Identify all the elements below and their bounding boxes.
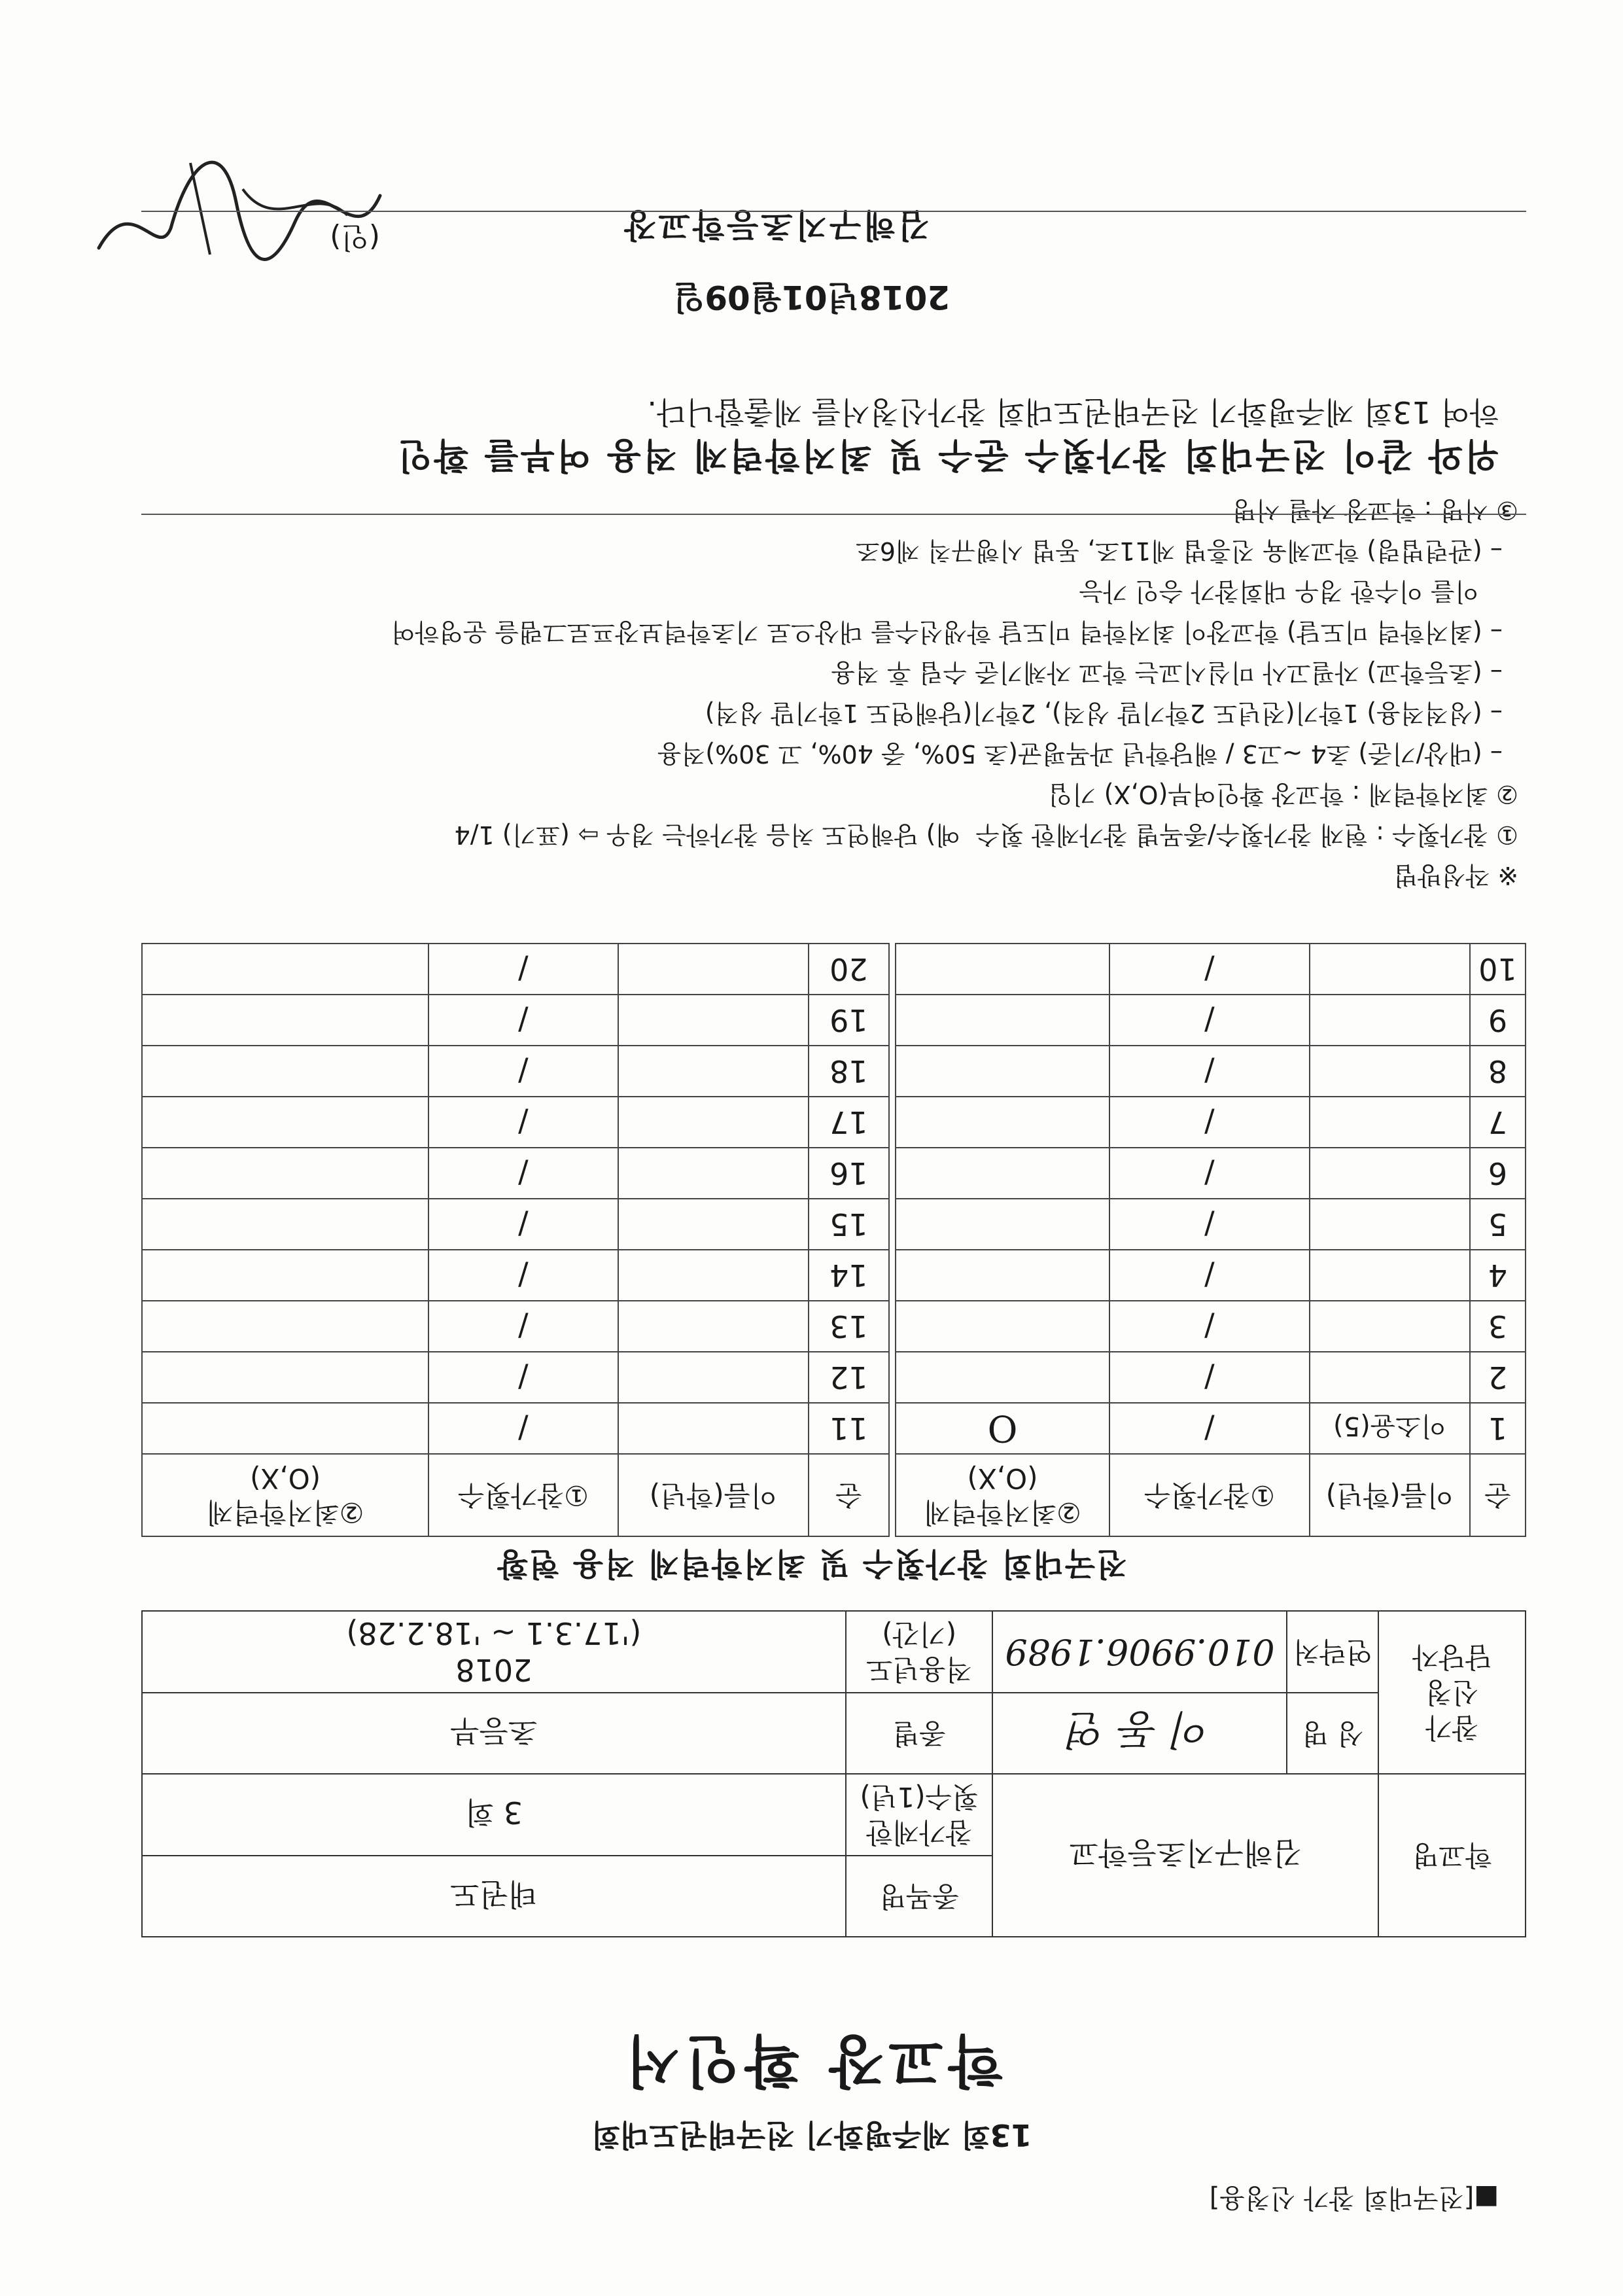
cell-mark <box>896 1301 1109 1352</box>
cell-mark <box>896 1250 1109 1301</box>
cell-mark <box>142 1301 428 1352</box>
event-value: 태권도 <box>142 1856 846 1937</box>
cell-name <box>1310 1199 1471 1250</box>
column-gap <box>889 944 896 995</box>
cell-mark <box>142 995 428 1046</box>
cell-name <box>1310 995 1471 1046</box>
instruction-line: ※ 작성방법 <box>1393 861 1518 890</box>
signature-scribble <box>66 143 406 294</box>
cell-no: 16 <box>809 1148 889 1199</box>
column-gap <box>889 1250 896 1301</box>
cell-no: 11 <box>809 1403 889 1454</box>
cell-name <box>1310 1352 1471 1403</box>
cell-no: 10 <box>1470 944 1526 995</box>
cell-count: / <box>428 995 618 1046</box>
cell-name <box>618 1403 809 1454</box>
column-gap <box>889 1199 896 1250</box>
school-info-table <box>141 1610 1526 1937</box>
school-name-label: 학교명 <box>1378 1774 1526 1937</box>
issue-date: 2018년01월09일 <box>672 278 951 316</box>
cell-no: 8 <box>1470 1046 1526 1097</box>
cell-no: 7 <box>1470 1097 1526 1148</box>
cell-mark <box>896 944 1109 995</box>
cell-no: 20 <box>809 944 889 995</box>
cell-count: / <box>1109 944 1309 995</box>
confirmation-line-2: 하여 13회 제주평화기 전국태권도대회 참가신청서를 제출합니다. <box>647 395 1499 430</box>
instruction-line: – (최저학력 미도달) 학교장이 최저학력 미도달 학생선수를 대상으로 기초학력보장프로그램을 운영하여 <box>391 618 1518 646</box>
divider-line <box>141 514 1526 515</box>
cell-mark <box>142 944 428 995</box>
cell-count: / <box>428 1352 618 1403</box>
contact-label: 참가 신청 담당자 <box>1378 1611 1526 1774</box>
column-header: 순 <box>809 1454 889 1536</box>
column-header: ②최저학력제 (O,X) <box>896 1454 1109 1536</box>
column-gap <box>889 1046 896 1097</box>
cell-mark: O <box>896 1403 1109 1454</box>
column-header: 이름(학년) <box>618 1454 809 1536</box>
cell-name <box>618 1301 809 1352</box>
column-gap <box>889 1097 896 1148</box>
table-row <box>142 1403 1526 1454</box>
instruction-line: ③ 서명 : 학교장 자필 서명 <box>1232 496 1518 525</box>
column-header: 순 <box>1470 1454 1526 1536</box>
cell-count: / <box>428 1403 618 1454</box>
cell-name <box>618 995 809 1046</box>
cell-name <box>1310 944 1471 995</box>
column-header: ①참가횟수 <box>1109 1454 1309 1536</box>
cell-name <box>1310 1148 1471 1199</box>
cell-no: 6 <box>1470 1148 1526 1199</box>
table-row <box>142 1148 1526 1199</box>
table-header-row <box>142 1454 1526 1536</box>
cell-name <box>1310 1250 1471 1301</box>
cell-count: / <box>1109 1352 1309 1403</box>
instruction-line: 이를 이수한 경우 대회참가 승인 가능 <box>1079 577 1518 606</box>
cell-count: / <box>428 1097 618 1148</box>
cell-name <box>618 1046 809 1097</box>
column-header: ①참가횟수 <box>428 1454 618 1536</box>
participation-limit-value: 3 회 <box>142 1774 846 1856</box>
phone-label: 연락처 <box>1287 1611 1378 1693</box>
school-name-value: 김해구지초등학교 <box>993 1774 1379 1937</box>
confirmation-line-1: 위와 같이 전국대회 참가횟수 준수 및 최저학력제 적용 여부를 확인 <box>396 435 1499 476</box>
table-row <box>142 944 1526 995</box>
instruction-line: – (초등학교) 자필고사 미실시교는 학교 자체기준 수립 후 적용 <box>831 658 1518 687</box>
cell-mark <box>896 1046 1109 1097</box>
principal-title: 김해구지초등학교장 <box>621 206 930 244</box>
table-row <box>142 995 1526 1046</box>
cell-name <box>618 1097 809 1148</box>
cell-count: / <box>428 1199 618 1250</box>
column-gap <box>889 995 896 1046</box>
instruction-line: – (관련법령) 학교체육 진흥법 제11조, 동법 시행규칙 제6조 <box>856 537 1518 565</box>
document-subtitle: 13회 제주평화기 전국태권도대회 <box>591 2117 1032 2153</box>
name-value: 이 동 연 <box>993 1693 1287 1774</box>
cell-no: 9 <box>1470 995 1526 1046</box>
cell-no: 17 <box>809 1097 889 1148</box>
cell-no: 19 <box>809 995 889 1046</box>
cell-no: 5 <box>1470 1199 1526 1250</box>
cell-mark <box>142 1250 428 1301</box>
cell-mark <box>142 1403 428 1454</box>
cell-mark <box>142 1046 428 1097</box>
cell-mark <box>896 995 1109 1046</box>
cell-mark <box>142 1199 428 1250</box>
cell-no: 12 <box>809 1352 889 1403</box>
cell-count: / <box>1109 1301 1309 1352</box>
instruction-line: – (성적적용) 1학기(전년도 2학기말 성적), 2학기(당해연도 1학기말 성적) <box>705 699 1518 728</box>
cell-name: 이소윤(5) <box>1310 1403 1471 1454</box>
division-value: 초등부 <box>142 1693 846 1774</box>
table-row <box>142 1352 1526 1403</box>
column-gap <box>889 1454 896 1536</box>
cell-count: / <box>1109 1250 1309 1301</box>
phone-value: 010.9906.1989 <box>993 1611 1287 1693</box>
confirmation-text <box>92 391 1499 477</box>
cell-count: / <box>428 1148 618 1199</box>
instruction-line: ② 최저학력제 : 학교장 확인여부(O,X) 기입 <box>1048 780 1518 809</box>
year-label: 적용년도 (기간) <box>846 1611 993 1693</box>
cell-mark <box>142 1097 428 1148</box>
cell-count: / <box>1109 1148 1309 1199</box>
instruction-line: ① 참가횟수 : 현재 참가횟수/종목별 참가제한 횟수 예) 당해연도 처음 참가하는 경우 ⇨ (표기) 1/4 <box>454 821 1518 849</box>
table-row <box>142 1199 1526 1250</box>
cell-mark <box>896 1148 1109 1199</box>
cell-name <box>618 1148 809 1199</box>
participation-table <box>141 943 1526 1537</box>
participation-limit-label: 참가제한 횟수(1년) <box>846 1774 993 1856</box>
cell-name <box>1310 1301 1471 1352</box>
cell-name <box>618 1199 809 1250</box>
cell-count: / <box>1109 995 1309 1046</box>
cell-name <box>1310 1046 1471 1097</box>
cell-count: / <box>1109 1199 1309 1250</box>
cell-no: 3 <box>1470 1301 1526 1352</box>
cell-no: 2 <box>1470 1352 1526 1403</box>
cell-no: 1 <box>1470 1403 1526 1454</box>
section-title: 전국대회 참가횟수 및 최저학력제 적용 현황 <box>496 1545 1127 1582</box>
table-row <box>142 1046 1526 1097</box>
cell-no: 4 <box>1470 1250 1526 1301</box>
cell-no: 15 <box>809 1199 889 1250</box>
cell-name <box>618 944 809 995</box>
cell-mark <box>142 1352 428 1403</box>
cell-name <box>1310 1097 1471 1148</box>
seal-mark: (인) <box>330 221 380 254</box>
cell-name <box>618 1352 809 1403</box>
cell-no: 14 <box>809 1250 889 1301</box>
cell-no: 18 <box>809 1046 889 1097</box>
year-value: 2018 ('17.3.1 ~ '18.2.28) <box>142 1611 846 1693</box>
instructions <box>46 490 1518 896</box>
column-header: 이름(학년) <box>1310 1454 1471 1536</box>
table-row <box>142 1097 1526 1148</box>
cell-count: / <box>428 1301 618 1352</box>
column-header: ②최저학력제 (O,X) <box>142 1454 428 1536</box>
document-tag: ■[전국대회 참가 신청용] <box>1209 2183 1499 2213</box>
cell-count: / <box>428 944 618 995</box>
cell-count: / <box>1109 1046 1309 1097</box>
event-label: 종목명 <box>846 1856 993 1937</box>
name-label: 성 명 <box>1287 1693 1378 1774</box>
cell-mark <box>142 1148 428 1199</box>
cell-name <box>618 1250 809 1301</box>
document-title: 학교장 확인서 <box>620 2028 1003 2093</box>
cell-mark <box>896 1352 1109 1403</box>
cell-count: / <box>428 1046 618 1097</box>
cell-mark <box>896 1199 1109 1250</box>
cell-count: / <box>428 1250 618 1301</box>
division-label: 종별 <box>846 1693 993 1774</box>
column-gap <box>889 1148 896 1199</box>
column-gap <box>889 1352 896 1403</box>
column-gap <box>889 1301 896 1352</box>
cell-mark <box>896 1097 1109 1148</box>
cell-count: / <box>1109 1097 1309 1148</box>
bottom-line <box>141 211 1526 212</box>
column-gap <box>889 1403 896 1454</box>
cell-count: / <box>1109 1403 1309 1454</box>
table-row <box>142 1301 1526 1352</box>
table-row <box>142 1250 1526 1301</box>
instruction-line: – (대상/기준) 초4 ~고3 / 해당학년 과목평균(초 50%, 중 40%, 고 30%)적용 <box>657 739 1518 768</box>
cell-no: 13 <box>809 1301 889 1352</box>
